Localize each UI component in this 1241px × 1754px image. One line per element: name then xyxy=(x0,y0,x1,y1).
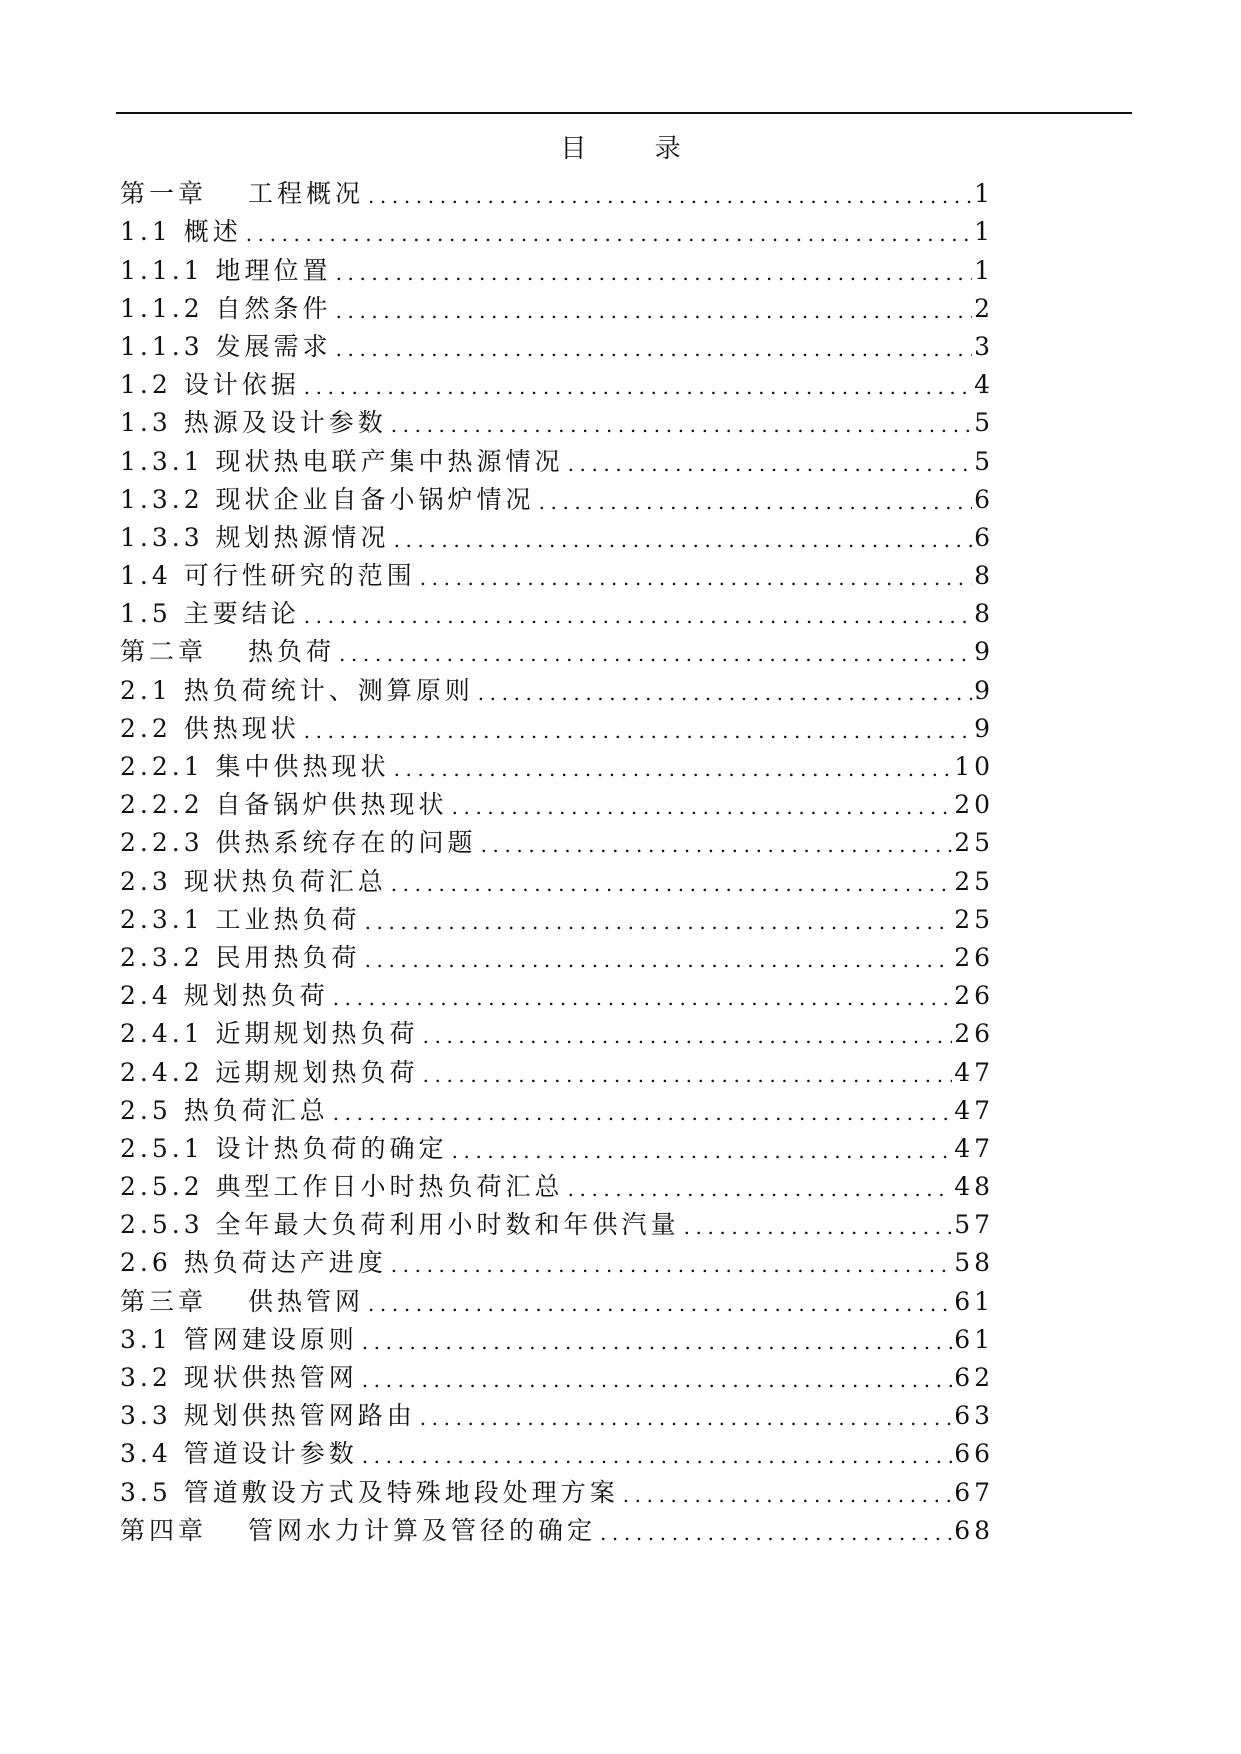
toc-entry-label: 2.4 规划热负荷 xyxy=(120,981,329,1011)
toc-entry[interactable] xyxy=(120,897,994,935)
toc-entry-page-number: 1 xyxy=(974,255,994,285)
toc-entry-label: 2.1 热负荷统计、测算原则 xyxy=(120,675,474,705)
toc-entry-label: 2.3 现状热负荷汇总 xyxy=(120,866,387,896)
toc-entry[interactable] xyxy=(120,1393,994,1431)
toc-leader-dots xyxy=(478,676,972,706)
toc-entry-page-number: 5 xyxy=(974,408,994,438)
toc-entry-page-number: 66 xyxy=(954,1439,994,1469)
toc-entry-label: 1.3.2 现状企业自备小锅炉情况 xyxy=(120,484,535,514)
toc-entry[interactable] xyxy=(120,1278,994,1316)
toc-entry[interactable] xyxy=(120,400,994,438)
toc-entry-label: 1.3.3 规划热源情况 xyxy=(120,522,390,552)
toc-leader-dots xyxy=(336,332,973,362)
toc-entry[interactable] xyxy=(120,477,994,515)
toc-leader-dots xyxy=(339,637,972,667)
toc-entry-label: 2.5 热负荷汇总 xyxy=(120,1095,329,1125)
toc-entry-label: 1.2 设计依据 xyxy=(120,370,300,400)
toc-entry-page-number: 20 xyxy=(954,790,994,820)
toc-entry-label: 3.3 规划供热管网路由 xyxy=(120,1401,416,1431)
toc-entry-label: 2.3.1 工业热负荷 xyxy=(120,904,361,934)
toc-entry[interactable] xyxy=(120,286,994,324)
toc-leader-dots xyxy=(368,179,972,209)
toc-entry-label: 2.5.1 设计热负荷的确定 xyxy=(120,1133,448,1163)
toc-entry[interactable] xyxy=(120,706,994,744)
toc-leader-dots xyxy=(362,1363,952,1393)
toc-leader-dots xyxy=(568,1172,953,1202)
toc-entry-page-number: 1 xyxy=(974,217,994,247)
toc-entry[interactable] xyxy=(120,324,994,362)
toc-entry-label: 1.4 可行性研究的范围 xyxy=(120,561,416,591)
toc-entry-page-number: 61 xyxy=(954,1324,994,1354)
toc-entry[interactable] xyxy=(120,553,994,591)
toc-entry-label: 1.5 主要结论 xyxy=(120,599,300,629)
toc-entry-page-number: 3 xyxy=(974,331,994,361)
toc-leader-dots xyxy=(246,217,972,247)
toc-leader-dots xyxy=(304,714,972,744)
toc-leader-dots xyxy=(365,905,953,935)
toc-entry[interactable] xyxy=(120,820,994,858)
toc-entry[interactable] xyxy=(120,1355,994,1393)
toc-entry-page-number: 67 xyxy=(954,1477,994,1507)
toc-entry-label: 2.5.3 全年最大负荷利用小时数和年供汽量 xyxy=(120,1210,680,1240)
toc-entry[interactable] xyxy=(120,629,994,667)
toc-leader-dots xyxy=(391,1248,952,1278)
toc-leader-dots xyxy=(362,1325,952,1355)
toc-entry-page-number: 1 xyxy=(974,179,994,209)
toc-entry[interactable] xyxy=(120,858,994,896)
toc-entry-page-number: 9 xyxy=(974,675,994,705)
toc-leader-dots xyxy=(481,828,953,858)
toc-entry-page-number: 47 xyxy=(954,1057,994,1087)
toc-entry[interactable] xyxy=(120,171,994,209)
toc-entry[interactable] xyxy=(120,1088,994,1126)
toc-entry-label: 2.4.2 远期规划热负荷 xyxy=(120,1057,419,1087)
toc-leader-dots xyxy=(391,408,972,438)
toc-entry-label: 第一章 工程概况 xyxy=(120,179,364,209)
toc-entry-label: 3.4 管道设计参数 xyxy=(120,1439,358,1469)
toc-leader-dots xyxy=(684,1210,953,1240)
toc-entry-page-number: 62 xyxy=(954,1363,994,1392)
toc-entry[interactable] xyxy=(120,935,994,973)
toc-entry-page-number: 47 xyxy=(954,1095,994,1125)
toc-entry-label: 1.1.1 地理位置 xyxy=(120,255,332,285)
toc-entry-page-number: 9 xyxy=(974,637,994,667)
toc-leader-dots xyxy=(600,1516,952,1546)
toc-entry[interactable] xyxy=(120,1202,994,1240)
toc-entry-label: 2.2.1 集中供热现状 xyxy=(120,752,390,781)
toc-leader-dots xyxy=(452,790,953,820)
toc-entry-page-number: 25 xyxy=(954,866,994,896)
table-of-contents xyxy=(120,171,994,1546)
toc-entry-page-number: 25 xyxy=(954,904,994,934)
toc-entry[interactable] xyxy=(120,1431,994,1469)
toc-entry-page-number: 26 xyxy=(954,1019,994,1049)
toc-entry-label: 2.2 供热现状 xyxy=(120,713,300,743)
toc-leader-dots xyxy=(394,523,973,553)
toc-leader-dots xyxy=(623,1478,952,1508)
toc-entry[interactable] xyxy=(120,1240,994,1278)
toc-entry[interactable] xyxy=(120,515,994,553)
toc-leader-dots xyxy=(568,447,973,477)
toc-leader-dots xyxy=(336,256,973,286)
toc-entry-label: 2.4.1 近期规划热负荷 xyxy=(120,1019,419,1049)
toc-entry-label: 第三章 供热管网 xyxy=(120,1286,364,1316)
toc-entry[interactable] xyxy=(120,247,994,285)
toc-entry[interactable] xyxy=(120,782,994,820)
toc-entry-page-number: 10 xyxy=(954,752,994,781)
toc-entry-page-number: 25 xyxy=(954,828,994,858)
header-rule xyxy=(116,112,1132,114)
toc-entry-label: 2.5.2 典型工作日小时热负荷汇总 xyxy=(120,1172,564,1202)
toc-entry-page-number: 26 xyxy=(954,981,994,1011)
toc-entry-label: 2.6 热负荷达产进度 xyxy=(120,1248,387,1278)
toc-entry-label: 2.3.2 民用热负荷 xyxy=(120,942,361,972)
toc-entry-label: 1.1.2 自然条件 xyxy=(120,293,332,323)
toc-entry-page-number: 9 xyxy=(974,713,994,743)
toc-leader-dots xyxy=(539,485,973,515)
toc-entry-label: 2.2.3 供热系统存在的问题 xyxy=(120,828,477,858)
toc-entry[interactable] xyxy=(120,1011,994,1049)
toc-entry-page-number: 6 xyxy=(974,522,994,552)
toc-leader-dots xyxy=(365,943,953,973)
toc-leader-dots xyxy=(368,1287,952,1317)
toc-entry-page-number: 47 xyxy=(954,1133,994,1163)
toc-entry-label: 3.2 现状供热管网 xyxy=(120,1363,358,1392)
toc-entry[interactable] xyxy=(120,591,994,629)
toc-leader-dots xyxy=(420,1401,952,1431)
toc-leader-dots xyxy=(420,561,972,591)
toc-leader-dots xyxy=(423,1019,953,1049)
toc-entry[interactable] xyxy=(120,1508,994,1546)
toc-entry-label: 1.1.3 发展需求 xyxy=(120,331,332,361)
toc-leader-dots xyxy=(304,599,972,629)
toc-entry-page-number: 6 xyxy=(974,484,994,514)
toc-entry-page-number: 58 xyxy=(954,1248,994,1278)
toc-entry-label: 3.1 管网建设原则 xyxy=(120,1324,358,1354)
toc-entry[interactable] xyxy=(120,1164,994,1202)
toc-leader-dots xyxy=(391,867,952,897)
toc-entry[interactable] xyxy=(120,667,994,705)
toc-entry[interactable] xyxy=(120,1126,994,1164)
toc-title: 目 录 xyxy=(560,134,711,164)
toc-entry[interactable] xyxy=(120,438,994,476)
toc-entry-label: 第四章 管网水力计算及管径的确定 xyxy=(120,1515,596,1545)
toc-entry-label: 1.3.1 现状热电联产集中热源情况 xyxy=(120,446,564,476)
toc-entry[interactable] xyxy=(120,744,994,782)
toc-entry-label: 1.1 概述 xyxy=(120,217,242,247)
toc-entry-page-number: 5 xyxy=(974,446,994,476)
toc-leader-dots xyxy=(304,370,972,400)
toc-entry-label: 3.5 管道敷设方式及特殊地段处理方案 xyxy=(120,1477,619,1507)
toc-entry-page-number: 26 xyxy=(954,942,994,972)
toc-leader-dots xyxy=(423,1058,953,1088)
toc-entry-page-number: 8 xyxy=(974,599,994,629)
toc-entry-page-number: 57 xyxy=(954,1210,994,1240)
toc-entry[interactable] xyxy=(120,1469,994,1507)
toc-entry-label: 1.3 热源及设计参数 xyxy=(120,408,387,438)
toc-entry-page-number: 48 xyxy=(954,1172,994,1202)
toc-entry-page-number: 61 xyxy=(954,1286,994,1316)
toc-leader-dots xyxy=(394,752,953,782)
toc-leader-dots xyxy=(336,294,973,324)
toc-leader-dots xyxy=(333,1096,952,1126)
toc-entry-page-number: 8 xyxy=(974,561,994,591)
toc-entry-page-number: 63 xyxy=(954,1401,994,1431)
toc-entry[interactable] xyxy=(120,1317,994,1355)
toc-leader-dots xyxy=(362,1439,952,1469)
toc-entry[interactable] xyxy=(120,209,994,247)
toc-entry-page-number: 2 xyxy=(974,293,994,323)
toc-entry[interactable] xyxy=(120,1049,994,1087)
toc-entry-label: 2.2.2 自备锅炉供热现状 xyxy=(120,790,448,820)
toc-entry[interactable] xyxy=(120,362,994,400)
toc-entry-page-number: 4 xyxy=(974,370,994,400)
toc-leader-dots xyxy=(333,981,952,1011)
toc-entry[interactable] xyxy=(120,973,994,1011)
toc-entry-page-number: 68 xyxy=(954,1515,994,1545)
toc-entry-label: 第二章 热负荷 xyxy=(120,637,335,667)
toc-leader-dots xyxy=(452,1134,953,1164)
